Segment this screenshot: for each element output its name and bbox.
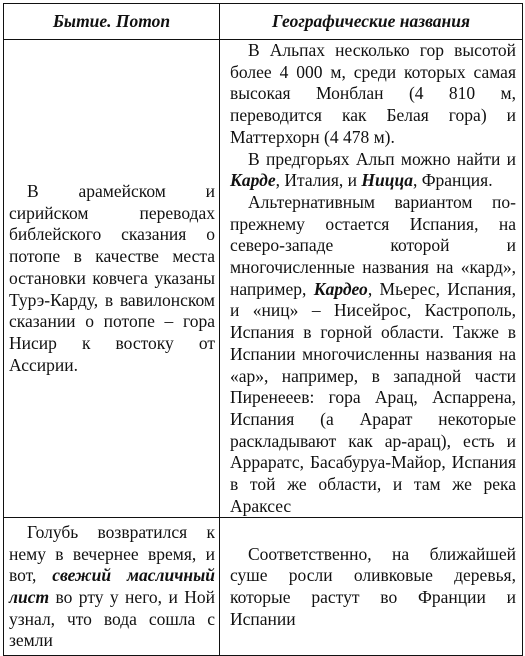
table-header-row xyxy=(4,4,523,40)
paragraph: Соответственно, на ближайшей суше росли оливковые деревья, которые растут во Франции и Испании xyxy=(230,543,516,629)
text-fragment: В предгорьях Альп можно найти и xyxy=(248,148,516,169)
paragraph xyxy=(9,522,215,652)
paragraph: В Альпах несколько гор высотой более 4 000 м, среди которых самая высокая Монблан (4 810 м, переводится как Белая гора) и Маттерхорн (4 478 м). xyxy=(230,40,516,147)
table-row xyxy=(4,40,523,518)
emphasis-text: свежий масличный лист xyxy=(9,565,216,607)
paragraph xyxy=(230,192,516,518)
text-fragment: Альтернативным вариантом по-прежнему остается Испания, на северо-западе которой и многочисленные названия на «кард», например, xyxy=(230,191,516,299)
emphasis-text: Кардео xyxy=(313,278,368,299)
table-cell-geography-text xyxy=(220,40,523,518)
emphasis-text: Карде xyxy=(230,170,276,191)
paragraph: В арамейском и сирийском переводах библейского сказания о потопе в качестве места остановки ковчега указаны Турэ-Карду, в вавилонском сказании о потопе – гора Нисир к востоку от Ассирии. xyxy=(9,181,215,375)
paragraph xyxy=(230,149,516,192)
comparison-table xyxy=(3,3,523,656)
table-row xyxy=(4,518,523,656)
text-fragment: , Франция. xyxy=(412,170,493,191)
table-cell-flood-text xyxy=(4,518,220,656)
table-cell-geography-text xyxy=(220,518,523,656)
table-cell-flood-text xyxy=(4,40,220,518)
column-header-genesis-flood: Бытие. Потоп xyxy=(4,4,220,40)
emphasis-text: Ницца xyxy=(361,170,413,191)
text-fragment: , Италия, и xyxy=(275,170,362,191)
text-fragment: Голубь возвратился к нему в вечернее время, и вот, xyxy=(9,521,215,586)
text-fragment: , Мьерес, Испания, и «ниц» – Нисейрос, Кастрополь, Испания в горной области. Также в Испании многочисленны названия на «ар», например, в западной части Пиренееев: гора Арац, Аспаррена, Испания (а Арарат некоторые раскладывают как ар-арац), есть и Арраратс, Басабуруа-Майор, Испания в той же области, и там же река Араксес xyxy=(230,278,516,516)
column-header-geographic-names: Географические названия xyxy=(220,4,523,40)
text-fragment: во рту у него, и Ной узнал, что вода сошла с земли xyxy=(9,586,215,651)
